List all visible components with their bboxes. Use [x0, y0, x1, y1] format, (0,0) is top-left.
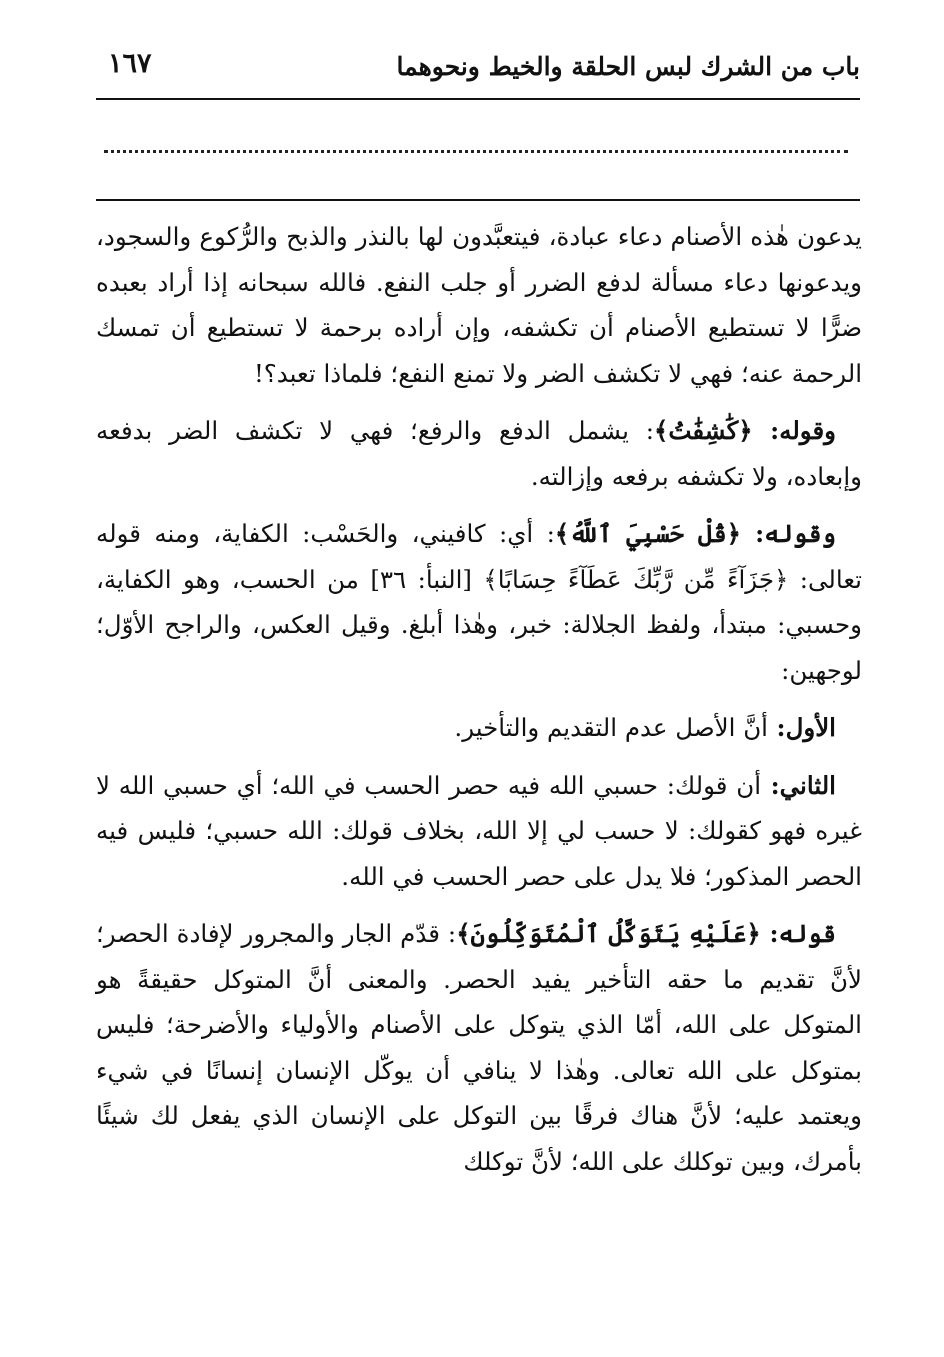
paragraph-lead: وقوله:: [741, 519, 837, 548]
paragraph-lead: الثاني:: [761, 770, 836, 800]
quran-quote: ﴿قُلْ حَسْبِيَ ٱللَّهُ﴾: [554, 519, 742, 548]
paragraph: [96, 408, 862, 499]
paragraph: [96, 705, 862, 751]
paragraph-text: : أي: كافيني، والحَسْب: الكفاية، ومنه قوله تعالى: ﴿جَزَآءً مِّن رَّبِّكَ عَطَآءً حِسَابًا﴾ [النبأ: ٣٦] من الحسب، وهو الكفاية، وحسبي: مبتدأ، ولفظ الجلالة: خبر، وهٰذا أبلغ. وقيل العكس، والراجح الأوّل؛ لوجهين:: [96, 519, 862, 685]
paragraph-lead: الأول:: [768, 713, 836, 742]
paragraph: [96, 511, 862, 693]
dotted-separator: [104, 150, 848, 153]
header-rule: [96, 98, 860, 100]
paragraph-text: : يشمل الدفع والرفع؛ فهي لا تكشف الضر بدفعه وإبعاده، ولا تكشفه برفعه وإزالته.: [96, 416, 862, 491]
paragraph: [96, 763, 862, 900]
paragraph-text: أن قولك: حسبي الله فيه حصر الحسب في الله؛ أي حسبي الله لا غيره فهو كقولك: لا حسب لي إلا الله، بخلاف قولك: الله حسبي؛ فليس فيه الحصر المذكور؛ فلا يدل على حصر الحسب في الله.: [96, 770, 862, 891]
running-title: باب من الشرك لبس الحلقة والخيط ونحوهما: [396, 52, 860, 81]
paragraph-text: أنَّ الأصل عدم التقديم والتأخير.: [454, 713, 768, 742]
paragraph: [96, 911, 862, 1184]
section-rule: [96, 199, 860, 201]
paragraph-text: : قدّم الجار والمجرور لإفادة الحصر؛ لأنَّ تقديم ما حقه التأخير يفيد الحصر. والمعنى أنَّ المتوكل حقيقةً هو المتوكل على الله، أمّا الذي يتوكل على الأصنام والأولياء والأضرحة؛ فليس بمتوكل على الله تعالى. وهٰذا لا ينافي أن يوكّل الإنسان إنسانًا في شيء ويعتمد عليه؛ لأنَّ هناك فرقًا بين التوكل على الإنسان الذي يفعل لك شيئًا بأمرك، وبين توكلك على الله؛ لأنَّ توكلك: [96, 919, 862, 1176]
body-text: [96, 214, 862, 1196]
paragraph-lead: وقوله:: [752, 416, 837, 445]
paragraph: [96, 214, 862, 396]
quran-quote: ﴿عَلَيْهِ يَتَوَكَّلُ ٱلْمُتَوَكِّلُونَ﴾: [456, 919, 761, 948]
paragraph-text: يدعون هٰذه الأصنام دعاء عبادة، فيتعبَّدون لها بالنذر والذبح والرُّكوع والسجود، ويدعونها دعاء مسألة لدفع الضرر أو جلب النفع. فالله سبحانه إذا أراد بعبده ضرًّا لا تستطيع الأصنام أن تكشفه، وإن أراده برحمة لا تستطيع أن تمسك الرحمة عنه؛ فهي لا تكشف الضر ولا تمنع النفع؛ فلماذا تعبد؟!: [96, 222, 862, 388]
page-header: [90, 44, 860, 90]
page-number: ١٦٧: [108, 48, 152, 79]
quran-quote: ﴿كَٰشِفَٰتُ﴾: [653, 416, 753, 445]
paragraph-lead: قوله:: [760, 919, 837, 948]
